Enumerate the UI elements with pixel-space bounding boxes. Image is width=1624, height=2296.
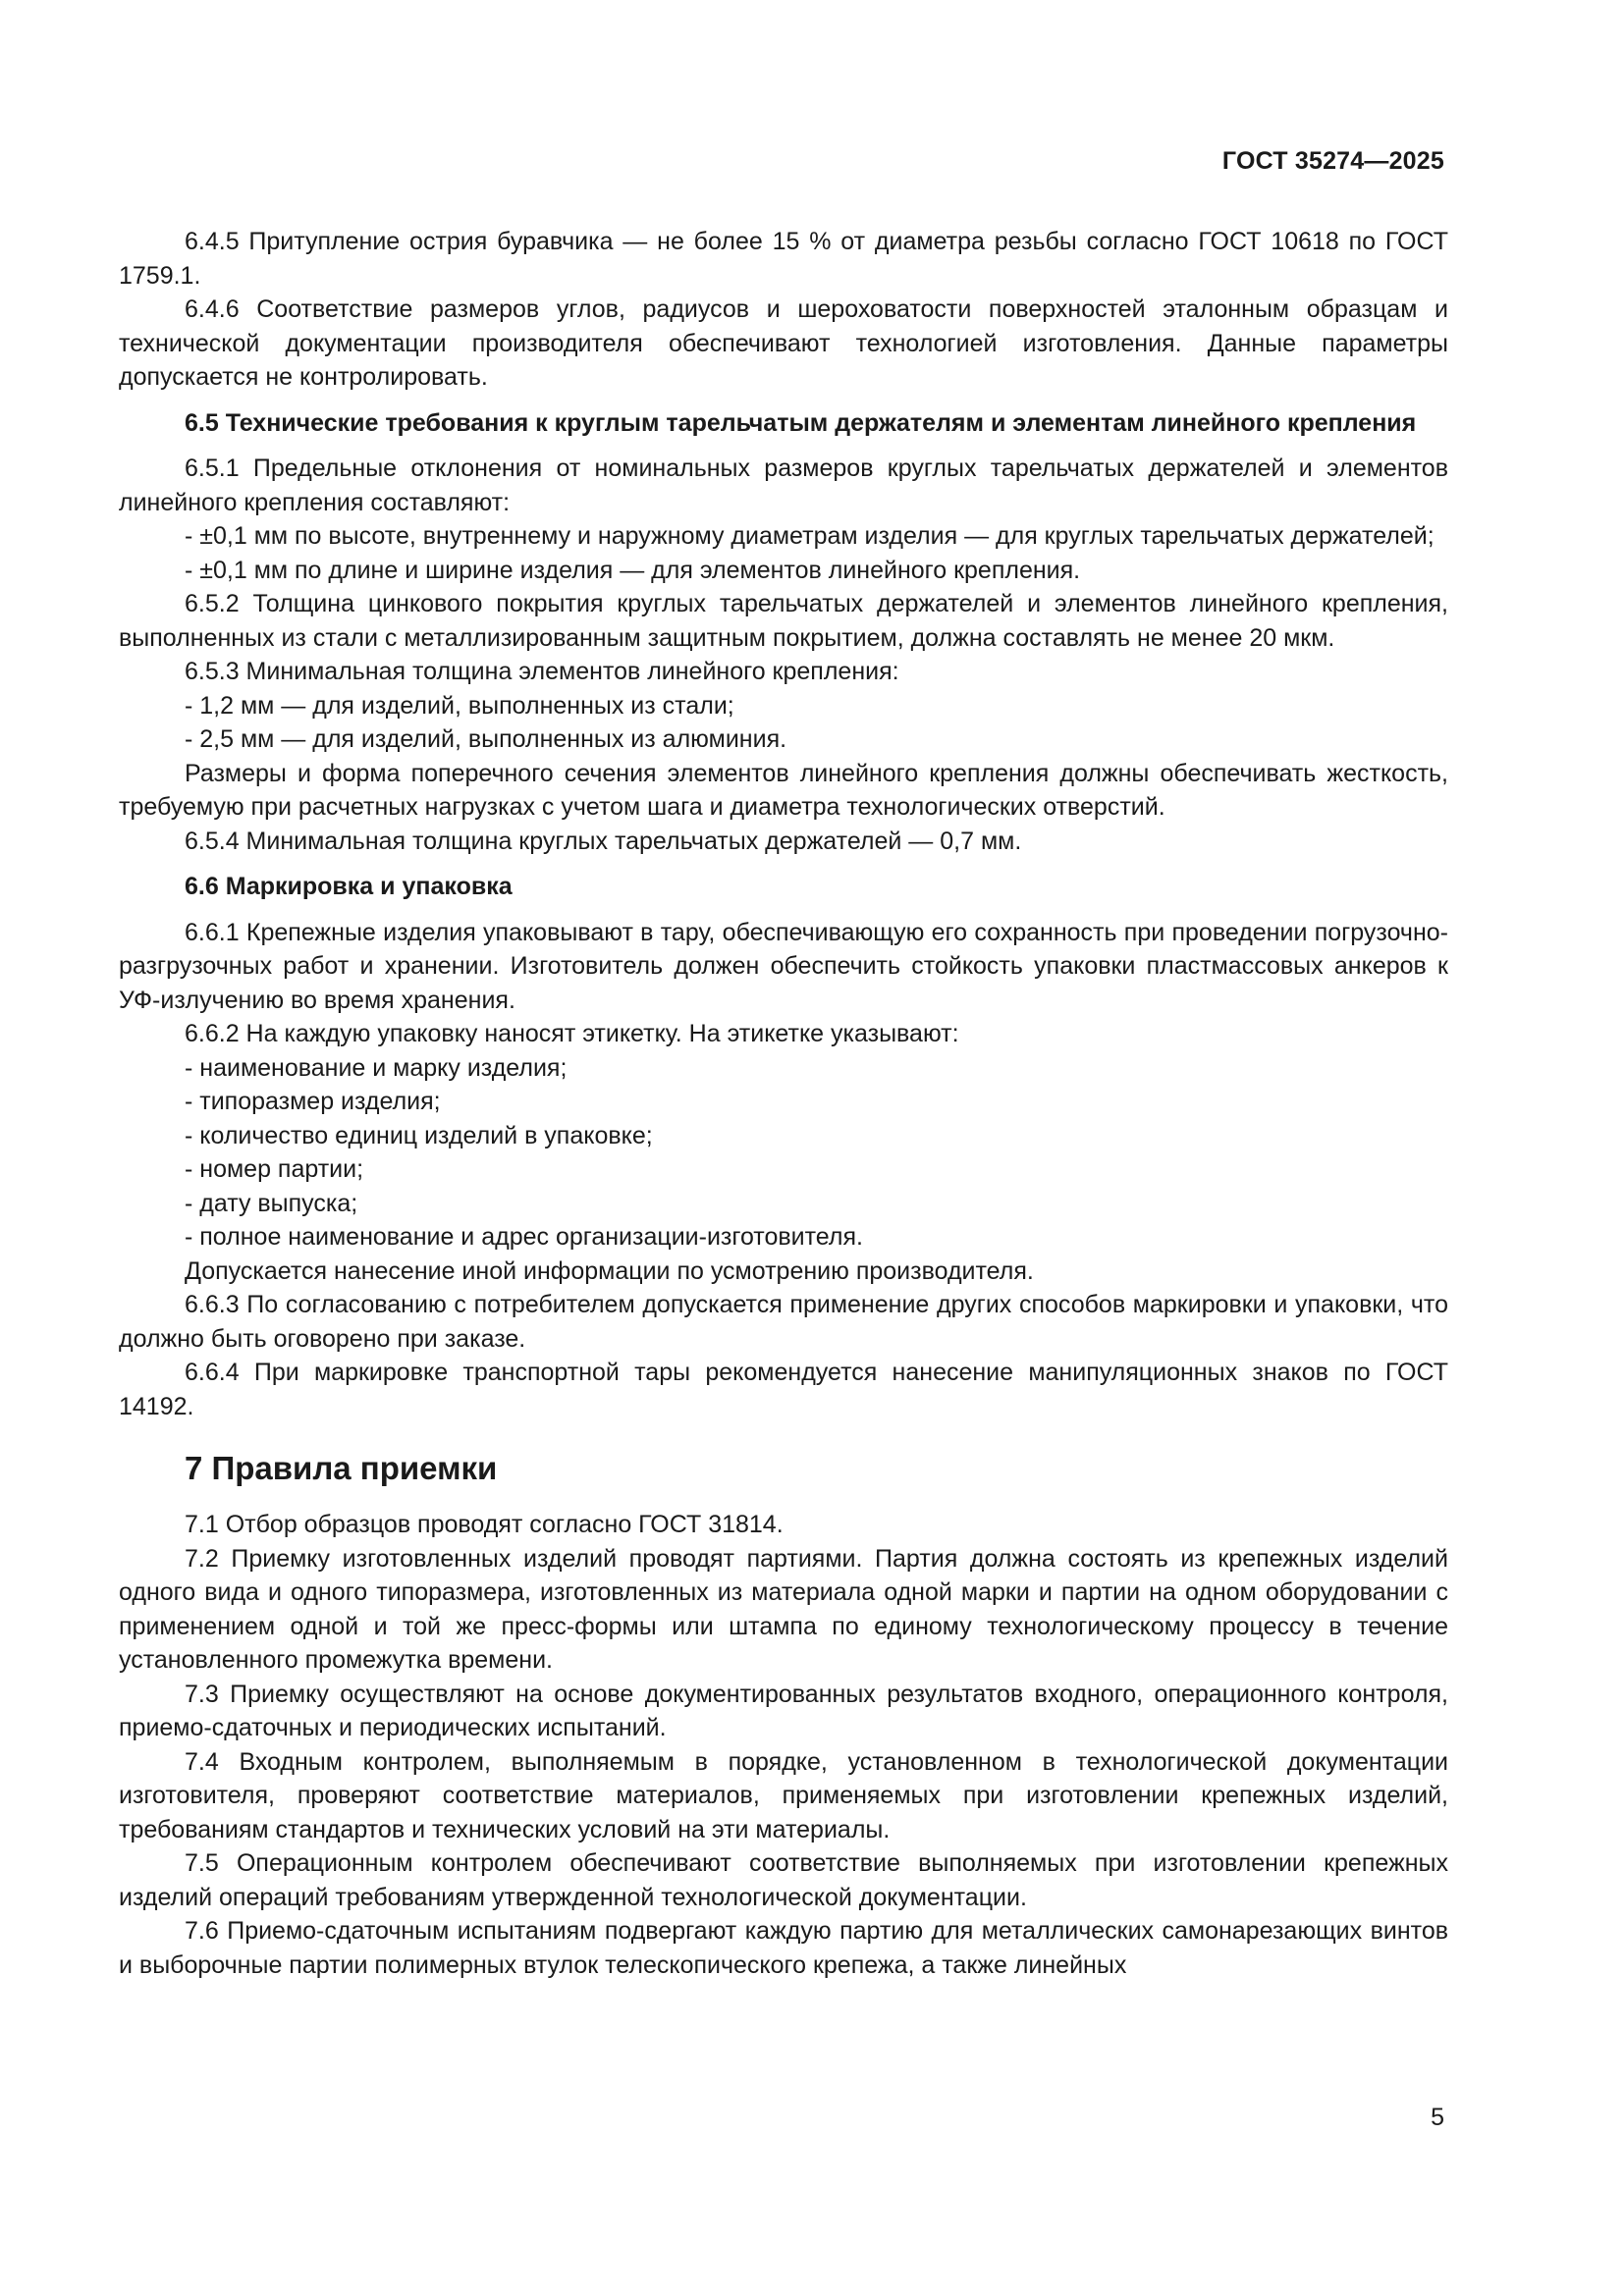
list-item: - 2,5 мм — для изделий, выполненных из алюминия.: [185, 725, 787, 753]
paragraph: Допускается нанесение иной информации по усмотрению производителя.: [185, 1256, 1034, 1285]
subsection-heading: 6.6 Маркировка и упаковка: [185, 873, 513, 900]
list-item: - ±0,1 мм по высоте, внутреннему и наружному диаметрам изделия — для круглых тарельчатых держателей;: [185, 522, 1435, 550]
list-item: - типоразмер изделия;: [185, 1088, 441, 1115]
subsection-heading: 6.5 Технические требования к круглым тарельчатым держателям и элементам линейного крепления: [185, 408, 1417, 437]
paragraph: 7.4 Входным контролем, выполняемым в порядке, установленном в технологической документации изготовителя, проверяют соответствие материалов, применяемых при изготовлении крепежных изделий, требованиям стандартов и технических условий на эти материалы.: [119, 1747, 1448, 1843]
paragraph: 6.6.1 Крепежные изделия упаковывают в тару, обеспечивающую его сохранность при проведении погрузочно-разгрузочных работ и хранении. Изготовитель должен обеспечить стойкость упаковки пластмассовых анкеров к УФ-излучению во время хранения.: [119, 918, 1448, 1014]
paragraph: 6.4.6 Соответствие размеров углов, радиусов и шероховатости поверхностей эталонным образцам и технической документации производителя обеспечивают технологией изготовления. Данные параметры допускается не контролировать.: [119, 295, 1448, 391]
paragraph: 6.5.3 Минимальная толщина элементов линейного крепления:: [185, 658, 899, 685]
list-item: - дату выпуска;: [185, 1189, 358, 1217]
list-item: - номер партии;: [185, 1155, 364, 1183]
paragraph: Размеры и форма поперечного сечения элементов линейного крепления должны обеспечивать жесткость, требуемую при расчетных нагрузках с учетом шага и диаметра технологических отверстий.: [119, 759, 1448, 821]
list-item: - ±0,1 мм по длине и ширине изделия — для элементов линейного крепления.: [185, 556, 1081, 584]
list-item: - количество единиц изделий в упаковке;: [185, 1121, 653, 1149]
paragraph: 6.6.4 При маркировке транспортной тары рекомендуется нанесение манипуляционных знаков по ГОСТ 14192.: [119, 1359, 1448, 1420]
paragraph: 7.1 Отбор образцов проводят согласно ГОСТ 31814.: [185, 1511, 784, 1538]
paragraph: 6.6.3 По согласованию с потребителем допускается применение других способов маркировки и упаковки, что должно быть оговорено при заказе.: [119, 1291, 1448, 1353]
paragraph: 7.3 Приемку осуществляют на основе документированных результатов входного, операционного контроля, приемо-сдаточных и периодических испытаний.: [119, 1680, 1448, 1741]
list-item: - полное наименование и адрес организации-изготовителя.: [185, 1223, 863, 1251]
page-number: 5: [1431, 2104, 1444, 2131]
list-item: - наименование и марку изделия;: [185, 1053, 568, 1082]
paragraph: 7.6 Приемо-сдаточным испытаниям подвергают каждую партию для металлических самонарезающих винтов и выборочные партии полимерных втулок телескопического крепежа, а также линейных: [119, 1917, 1448, 1979]
paragraph: 6.5.2 Толщина цинкового покрытия круглых тарельчатых держателей и элементов линейного крепления, выполненных из стали с металлизированным защитным покрытием, должна составлять не менее 20 мкм.: [119, 590, 1448, 652]
paragraph: 7.2 Приемку изготовленных изделий проводят партиями. Партия должна состоять из крепежных изделий одного вида и одного типоразмера, изготовленных из материала одной марки и партии на одном оборудовании с применением одной и той же пресс-формы или штампа по единому технологическому процессу в течение установленного промежутка времени.: [119, 1544, 1448, 1674]
paragraph: 6.5.4 Минимальная толщина круглых тарельчатых держателей — 0,7 мм.: [185, 827, 1022, 855]
document-body: [119, 225, 1448, 1982]
paragraph: 7.5 Операционным контролем обеспечивают соответствие выполняемых при изготовлении крепежных изделий операций требованиям утвержденной технологической документации.: [119, 1849, 1448, 1911]
standard-header: ГОСТ 35274—2025: [1221, 147, 1444, 175]
paragraph: 6.4.5 Притупление острия буравчика — не более 15 % от диаметра резьбы согласно ГОСТ 10618 по ГОСТ 1759.1.: [119, 228, 1448, 290]
section-heading: 7 Правила приемки: [185, 1450, 498, 1486]
list-item: - 1,2 мм — для изделий, выполненных из стали;: [185, 691, 734, 720]
paragraph: 6.5.1 Предельные отклонения от номинальных размеров круглых тарельчатых держателей и элементов линейного крепления составляют:: [119, 454, 1448, 516]
paragraph: 6.6.2 На каждую упаковку наносят этикетку. На этикетке указывают:: [185, 1020, 959, 1047]
